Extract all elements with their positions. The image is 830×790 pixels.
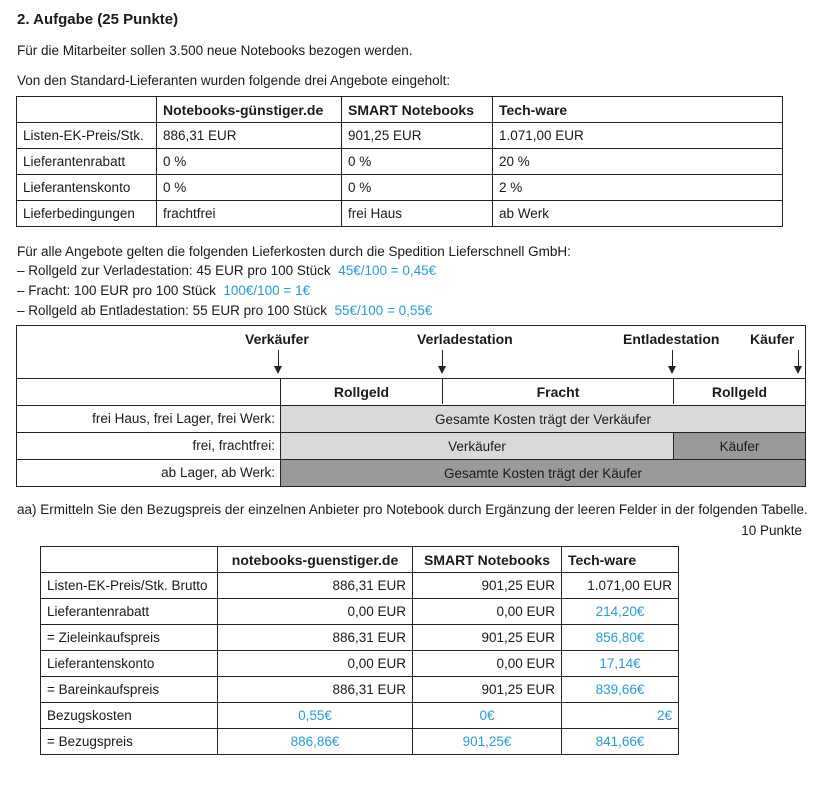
cell: 2 %: [493, 175, 783, 201]
arrow-down-icon: [794, 366, 802, 374]
cost-item: [17, 263, 436, 278]
row-label: frei, frachtfrei:: [192, 438, 275, 453]
row-label: Lieferantenrabatt: [41, 599, 218, 625]
cell: 901,25 EUR: [342, 123, 493, 149]
table-row: [41, 703, 679, 729]
handwritten-cell: 17,14€: [562, 651, 679, 677]
header-cell: SMART Notebooks: [413, 547, 562, 573]
handwritten-cell: 839,66€: [562, 677, 679, 703]
point-loading-station: Verladestation: [417, 331, 513, 347]
points-label: 10 Punkte: [741, 523, 802, 538]
cost-text: – Rollgeld ab Entladestation: 55 EUR pro 100 Stück: [17, 303, 327, 318]
row-label: Lieferantenrabatt: [17, 149, 157, 175]
cell: 1.071,00 EUR: [562, 573, 679, 599]
cell: 886,31 EUR: [218, 625, 413, 651]
table-row: [41, 677, 679, 703]
cell: 20 %: [493, 149, 783, 175]
row-label: Bezugskosten: [41, 703, 218, 729]
cost-bar-seller: Verkäufer: [281, 433, 673, 459]
cell: 901,25 EUR: [413, 573, 562, 599]
point-unloading-station: Entladestation: [623, 331, 720, 347]
segment-rollgeld-end: Rollgeld: [711, 384, 768, 400]
offers-table: [16, 96, 783, 227]
table-row: [41, 599, 679, 625]
handwritten-note: 55€/100 = 0,55€: [334, 303, 433, 318]
row-label: Lieferantenskonto: [17, 175, 157, 201]
cost-bar-seller: Gesamte Kosten trägt der Verkäufer: [281, 406, 805, 432]
row-label: ab Lager, ab Werk:: [161, 465, 275, 480]
table-row: [17, 201, 783, 227]
cost-text: – Fracht: 100 EUR pro 100 Stück: [17, 283, 216, 298]
handwritten-cell: 901,25€: [413, 729, 562, 755]
cell: frachtfrei: [157, 201, 342, 227]
table-header-row: [17, 97, 783, 123]
row-label: Lieferbedingungen: [17, 201, 157, 227]
cell: 0 %: [342, 149, 493, 175]
row-label: = Bareinkaufspreis: [41, 677, 218, 703]
cost-bar-buyer: Gesamte Kosten trägt der Käufer: [281, 460, 805, 486]
intro-text: Für die Mitarbeiter sollen 3.500 neue Notebooks bezogen werden.: [17, 43, 413, 58]
row-label: = Zieleinkaufspreis: [41, 625, 218, 651]
cell: 0,00 EUR: [218, 651, 413, 677]
row-label: frei Haus, frei Lager, frei Werk:: [92, 411, 275, 426]
handwritten-cell: 214,20€: [562, 599, 679, 625]
arrow-down-icon: [274, 366, 282, 374]
handwritten-cell: 856,80€: [562, 625, 679, 651]
cell: 886,31 EUR: [157, 123, 342, 149]
cost-bar-buyer: Käufer: [674, 433, 805, 459]
cell: 0,00 EUR: [413, 651, 562, 677]
table-row: [17, 175, 783, 201]
task-text: aa) Ermitteln Sie den Bezugspreis der einzelnen Anbieter pro Notebook durch Ergänzung der leeren Felder in der folgenden Tabelle.: [17, 502, 808, 517]
cost-item: [17, 283, 310, 298]
table-row: [41, 651, 679, 677]
offers-intro: Von den Standard-Lieferanten wurden folgende drei Angebote eingeholt:: [17, 73, 451, 88]
cell: 0 %: [342, 175, 493, 201]
cost-item: [17, 303, 432, 318]
handwritten-cell: 886,86€: [218, 729, 413, 755]
task-title: 2. Aufgabe (25 Punkte): [17, 11, 179, 28]
arrow-down-icon: [438, 366, 446, 374]
table-row: [17, 149, 783, 175]
cell: 0,00 EUR: [218, 599, 413, 625]
table-row: [41, 625, 679, 651]
cost-text: – Rollgeld zur Verladestation: 45 EUR pro 100 Stück: [17, 263, 331, 278]
table-row: [41, 573, 679, 599]
header-cell: Tech-ware: [493, 97, 783, 123]
header-cell: [17, 97, 157, 123]
segment-rollgeld-start: Rollgeld: [333, 384, 390, 400]
row-label: Lieferantenskonto: [41, 651, 218, 677]
header-cell: notebooks-guenstiger.de: [218, 547, 413, 573]
costs-intro: Für alle Angebote gelten die folgenden Lieferkosten durch die Spedition Lieferschnell GmbH:: [17, 244, 571, 259]
point-buyer: Käufer: [750, 331, 795, 347]
cell: 0,00 EUR: [413, 599, 562, 625]
cell: 0 %: [157, 175, 342, 201]
handwritten-note: 100€/100 = 1€: [223, 283, 311, 298]
cell: 0 %: [157, 149, 342, 175]
handwritten-note: 45€/100 = 0,45€: [338, 263, 437, 278]
cell: 1.071,00 EUR: [493, 123, 783, 149]
header-cell: Tech-ware: [562, 547, 679, 573]
header-cell: [41, 547, 218, 573]
cell: 886,31 EUR: [218, 677, 413, 703]
cell: 901,25 EUR: [413, 677, 562, 703]
cell: frei Haus: [342, 201, 493, 227]
cell: ab Werk: [493, 201, 783, 227]
header-cell: SMART Notebooks: [342, 97, 493, 123]
cell: 901,25 EUR: [413, 625, 562, 651]
row-label: Listen-EK-Preis/Stk.: [17, 123, 157, 149]
segment-fracht: Fracht: [536, 384, 580, 400]
calculation-table: [40, 546, 679, 755]
row-label: = Bezugspreis: [41, 729, 218, 755]
cell: 886,31 EUR: [218, 573, 413, 599]
header-cell: Notebooks-günstiger.de: [157, 97, 342, 123]
delivery-terms-diagram: [16, 325, 806, 487]
handwritten-cell: 2€: [562, 703, 679, 729]
table-row: [41, 729, 679, 755]
handwritten-cell: 0€: [413, 703, 562, 729]
table-header-row: [41, 547, 679, 573]
row-label: Listen-EK-Preis/Stk. Brutto: [41, 573, 218, 599]
arrow-down-icon: [668, 366, 676, 374]
table-row: [17, 123, 783, 149]
handwritten-cell: 0,55€: [218, 703, 413, 729]
handwritten-cell: 841,66€: [562, 729, 679, 755]
point-seller: Verkäufer: [245, 331, 309, 347]
